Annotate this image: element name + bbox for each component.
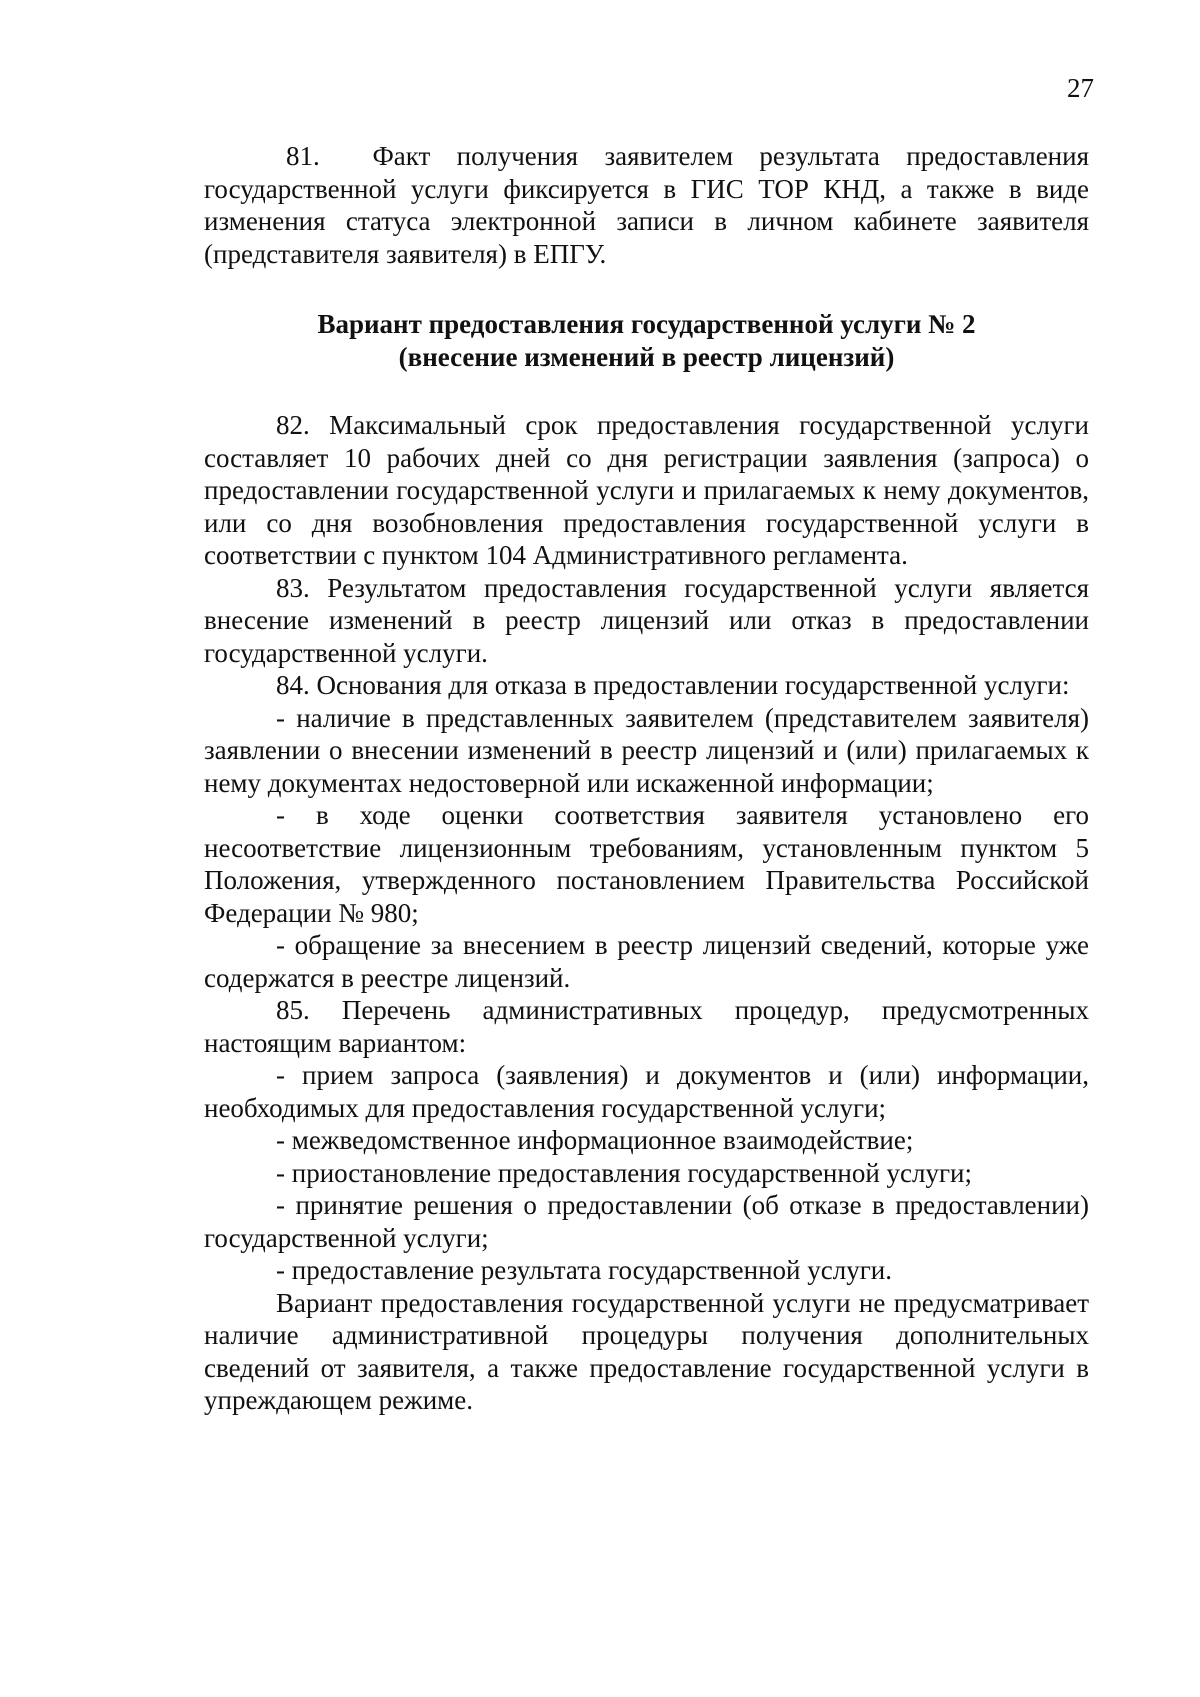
section-heading: [204, 308, 1089, 373]
document-body: [204, 140, 1089, 1417]
paragraph-82: 82. Максимальный срок предоставления государственной услуги составляет 10 рабочих дней со дня регистрации заявления (запроса) о предоставлении государственной услуги и прилагаемых к нему документов, или со дня возобновления предоставления государственной услуги в соответствии с пунктом 104 Административного регламента.: [204, 410, 1089, 570]
refusal-item: - обращение за внесением в реестр лицензий сведений, которые уже содержатся в реестре лицензий.: [204, 930, 1089, 993]
heading-line-2: (внесение изменений в реестр лицензий): [398, 341, 895, 372]
paragraph-85: 85. Перечень административных процедур, предусмотренных настоящим вариантом:: [204, 995, 1089, 1058]
final-paragraph: Вариант предоставления государственной услуги не предусматривает наличие административной процедуры получения дополнительных сведений от заявителя, а также предоставление государственной услуги в упреждающем режиме.: [204, 1287, 1089, 1415]
procedure-item: - приостановление предоставления государственной услуги;: [276, 1157, 973, 1188]
paragraph-84: 84. Основания для отказа в предоставлении государственной услуги:: [276, 670, 1070, 700]
paragraph-81: 81. Факт получения заявителем результата предоставления государственной услуги фиксируется в ГИС ТОР КНД, а также в виде изменения статуса электронной записи в личном кабинете заявителя (представителя заявителя) в ЕПГУ.: [204, 141, 1089, 269]
page-number: 27: [1067, 73, 1094, 103]
procedure-item: - межведомственное информационное взаимодействие;: [276, 1125, 914, 1155]
procedure-item: - принятие решения о предоставлении (об отказе в предоставлении) государственной услуги;: [204, 1190, 1089, 1253]
refusal-item: - наличие в представленных заявителем (представителем заявителя) заявлении о внесении изменений в реестр лицензий и (или) прилагаемых к нему документах недостоверной или искаженной информации;: [204, 702, 1089, 798]
procedure-item: - предоставление результата государственной услуги.: [276, 1255, 892, 1285]
refusal-item: - в ходе оценки соответствия заявителя установлено его несоответствие лицензионным требованиям, установленным пунктом 5 Положения, утвержденного постановлением Правительства Российской Федерации № 980;: [204, 800, 1089, 928]
paragraph-83: 83. Результатом предоставления государственной услуги является внесение изменений в реестр лицензий или отказ в предоставлении государственной услуги.: [204, 572, 1089, 668]
heading-line-1: Вариант предоставления государственной услуги № 2: [317, 309, 976, 339]
procedure-item: - прием запроса (заявления) и документов и (или) информации, необходимых для предоставления государственной услуги;: [204, 1060, 1089, 1123]
